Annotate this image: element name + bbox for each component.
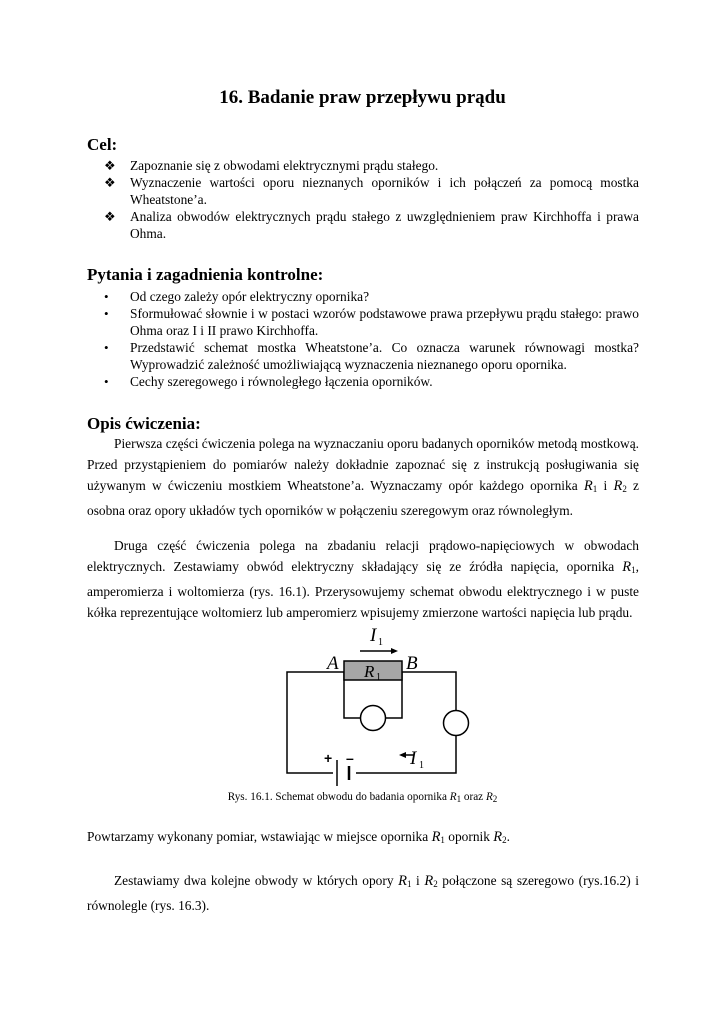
bullet-icon: • — [104, 289, 109, 304]
label-b: B — [406, 653, 418, 674]
diamond-bullet-icon: ❖ — [104, 158, 116, 173]
symbol-r1: $R_1$ — [622, 559, 636, 575]
label-a: A — [327, 653, 339, 674]
opis-heading: Opis ćwiczenia: — [87, 414, 201, 433]
battery-minus: – — [346, 750, 354, 766]
symbol-r1: $R_1$ — [431, 829, 445, 845]
paragraph-method: Pierwsza części ćwiczenia polega na wyznaczaniu oporu badanych oporników metodą mostkową. Przed przystąpieniem do pomiarów należy dokładnie zapoznać się z instrukcją posługiwania się używanym w ćwiczeniu mostkiem Wheatstone’a. Wyznaczamy opór każdego opornika $R_1$ i $R_2$ z osobna oraz opory układów tych oporników w połączeniu szeregowym oraz równoległym. — [87, 436, 639, 518]
figure-caption: Rys. 16.1. Schemat obwodu do badania opornika $R_1$ oraz $R_2$ — [227, 791, 498, 804]
diamond-bullet-icon: ❖ — [104, 175, 116, 190]
label-i1-bottom-sub: 1 — [419, 760, 424, 771]
page-title: 16. Badanie praw przepływu prądu — [219, 87, 506, 108]
label-r1: R — [364, 662, 375, 681]
list-item: ❖ Analiza obwodów elektrycznych prądu stałego z uwzględnieniem praw Kirchhoffa i prawa Ohma. — [104, 209, 639, 241]
cel-heading: Cel: — [87, 135, 118, 154]
voltmeter-circle — [361, 706, 386, 731]
label-i1-bottom: I — [410, 748, 417, 769]
list-item: • Od czego zależy opór elektryczny opornika? — [104, 289, 370, 304]
label-i1-top: I — [370, 625, 377, 646]
label-r1-sub: 1 — [376, 672, 381, 683]
list-item: ❖ Zapoznanie się z obwodami elektrycznymi prądu stałego. — [104, 158, 439, 173]
symbol-r1: $R_1$ — [398, 873, 412, 889]
list-item: • Sformułować słownie i w postaci wzorów podstawowe prawa przepływu prądu stałego: prawo Ohma oraz I i II prawo Kirchhoffa. — [104, 306, 639, 338]
bullet-icon: • — [104, 374, 109, 389]
symbol-r2: $R_2$ — [493, 829, 507, 845]
symbol-r2: $R_2$ — [424, 873, 438, 889]
list-item: • Przedstawić schemat mostka Wheatstone’a. Co oznacza warunek równowagi mostka? Wyprowadzić zależność umożliwiającą wyznaczenia nieznanego oporu opornika. — [104, 340, 639, 372]
label-i1-top-sub: 1 — [378, 637, 383, 648]
diamond-bullet-icon: ❖ — [104, 209, 116, 224]
wire-left — [287, 672, 344, 773]
ammeter-circle — [444, 711, 469, 736]
pytania-heading: Pytania i zagadnienia kontrolne: — [87, 265, 324, 284]
symbol-r2: $R_2$ — [613, 478, 627, 494]
paragraph-repeat: Powtarzamy wykonany pomiar, wstawiając w miejsce opornika $R_1$ opornik $R_2$. — [87, 829, 510, 845]
bullet-icon: • — [104, 340, 109, 355]
bullet-icon: • — [104, 306, 109, 321]
list-item: • Cechy szeregowego i równoległego łączenia oporników. — [104, 374, 433, 389]
arrowhead-icon — [391, 648, 398, 654]
paragraph-circuit: Druga część ćwiczenia polega na zbadaniu relacji prądowo-napięciowych w obwodach elektrycznych. Zestawiamy obwód elektryczny składający się ze źródła napięcia, opornika $R_1$, amperomierza i woltomierza (rys. 16.1). Przerysowujemy schemat obwodu elektrycznego i w puste kółka reprezentujące woltomierz lub amperomierz wpisujemy zmierzone wartości napięcia lub prądu. — [87, 538, 639, 620]
symbol-r1: $R_1$ — [583, 478, 598, 494]
paragraph-next-circuits: Zestawiamy dwa kolejne obwody w których opory $R_1$ i $R_2$ połączone są szeregowo (rys.16.2) i równolegle (rys. 16.3). — [87, 873, 639, 913]
list-item: ❖ Wyznaczenie wartości oporu nieznanych oporników i ich połączeń za pomocą mostka Wheatstone’a. — [104, 175, 639, 207]
arrowhead-icon — [399, 752, 406, 758]
battery-plus: + — [324, 750, 333, 766]
